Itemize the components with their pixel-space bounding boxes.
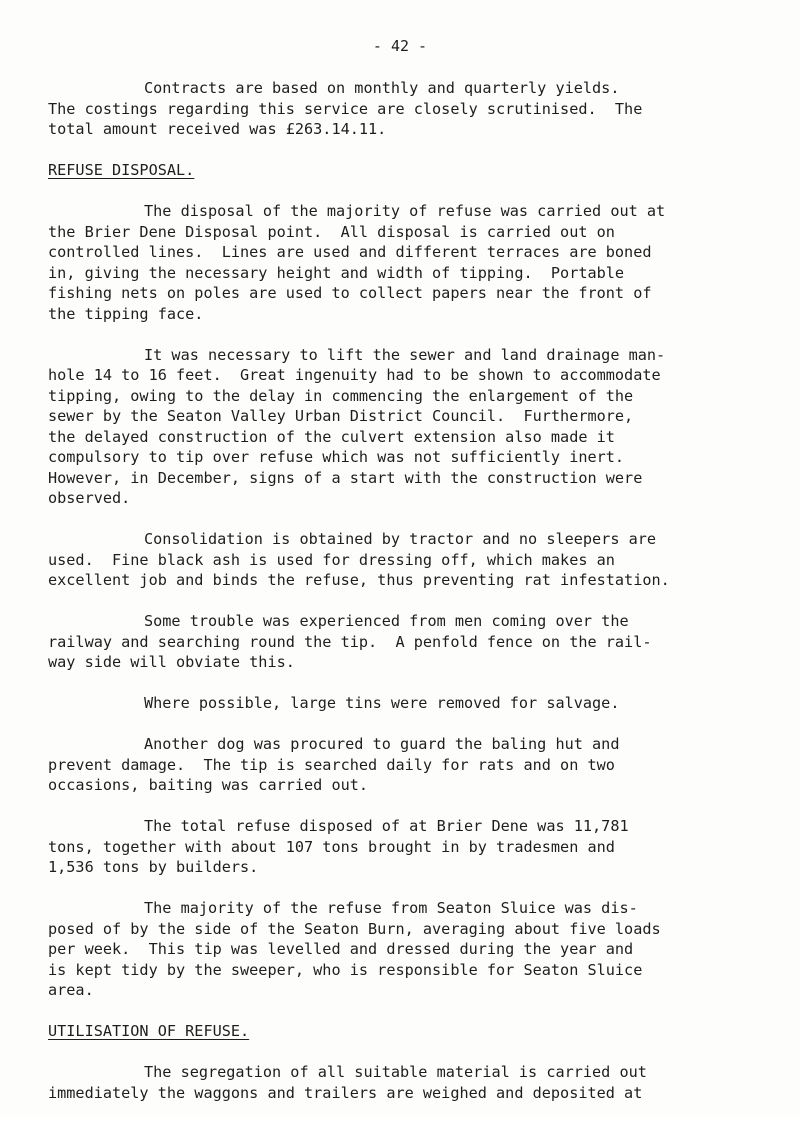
paragraph <box>48 529 770 591</box>
text-line: the Brier Dene Disposal point. All disposal is carried out on <box>48 222 615 241</box>
text-line: observed. <box>48 489 131 507</box>
text-line: The segregation of all suitable material is carried out <box>144 1063 647 1081</box>
paragraph <box>48 734 770 796</box>
paragraph <box>48 345 770 509</box>
text-line: posed of by the side of the Seaton Burn, averaging about five loads <box>48 919 661 938</box>
text-line: Some trouble was experienced from men coming over the <box>144 612 629 630</box>
text-line: per week. This tip was levelled and dressed during the year and <box>48 940 634 958</box>
text-line: the tipping face. <box>48 304 204 323</box>
text-line: hole 14 to 16 feet. Great ingenuity had to be shown to accommodate <box>48 366 661 384</box>
text-line: area. <box>48 981 94 999</box>
paragraph <box>48 816 770 878</box>
text-line: Where possible, large tins were removed for salvage. <box>144 694 620 712</box>
text-line: in, giving the necessary height and width of tipping. Portable <box>48 263 625 282</box>
paragraph <box>48 1062 770 1103</box>
text-line: is kept tidy by the sweeper, who is responsible for Seaton Sluice <box>48 960 643 979</box>
text-line: prevent damage. The tip is searched daily for rats and on two <box>48 755 615 774</box>
text-line: occasions, baiting was carried out. <box>48 776 369 794</box>
text-line: used. Fine black ash is used for dressing off, which makes an <box>48 550 615 569</box>
text-line: The costings regarding this service are closely scrutinised. The <box>48 99 643 118</box>
section-heading: UTILISATION OF REFUSE. <box>48 1022 250 1040</box>
text-line: controlled lines. Lines are used and different terraces are boned <box>48 243 652 261</box>
paragraph <box>48 693 770 714</box>
text-line: 1,536 tons by builders. <box>48 858 259 876</box>
text-line: tipping, owing to the delay in commencing the enlargement of the <box>48 386 634 405</box>
text-line: The majority of the refuse from Seaton Sluice was dis- <box>144 899 638 917</box>
paragraph <box>48 898 770 1001</box>
text-line: tons, together with about 107 tons brought in by tradesmen and <box>48 837 615 856</box>
text-line: However, in December, signs of a start with the construction were <box>48 468 643 487</box>
text-line: Another dog was procured to guard the baling hut and <box>144 735 620 753</box>
text-line: The total refuse disposed of at Brier Dene was 11,781 <box>144 817 629 835</box>
text-line: compulsory to tip over refuse which was not sufficiently inert. <box>48 448 625 466</box>
paragraph <box>48 201 770 324</box>
section-heading: REFUSE DISPOSAL. <box>48 161 195 179</box>
text-line: excellent job and binds the refuse, thus preventing rat infestation. <box>48 571 670 589</box>
text-line: Contracts are based on monthly and quarterly yields. <box>144 79 620 97</box>
text-line: The disposal of the majority of refuse was carried out at <box>144 202 666 220</box>
document-body <box>48 78 770 1124</box>
paragraph <box>48 611 770 673</box>
text-line: total amount received was £263.14.11. <box>48 120 387 138</box>
text-line: railway and searching round the tip. A penfold fence on the rail- <box>48 632 652 651</box>
text-line: immediately the waggons and trailers are weighed and deposited at <box>48 1083 643 1102</box>
text-line: way side will obviate this. <box>48 653 295 671</box>
text-line: Consolidation is obtained by tractor and no sleepers are <box>144 530 657 548</box>
text-line: fishing nets on poles are used to collect papers near the front of <box>48 284 652 302</box>
text-line: the delayed construction of the culvert extension also made it <box>48 427 615 446</box>
text-line: It was necessary to lift the sewer and land drainage man- <box>144 345 666 364</box>
page-number: - 42 - <box>372 37 428 55</box>
paragraph <box>48 78 770 140</box>
text-line: sewer by the Seaton Valley Urban District Council. Furthermore, <box>48 407 634 425</box>
